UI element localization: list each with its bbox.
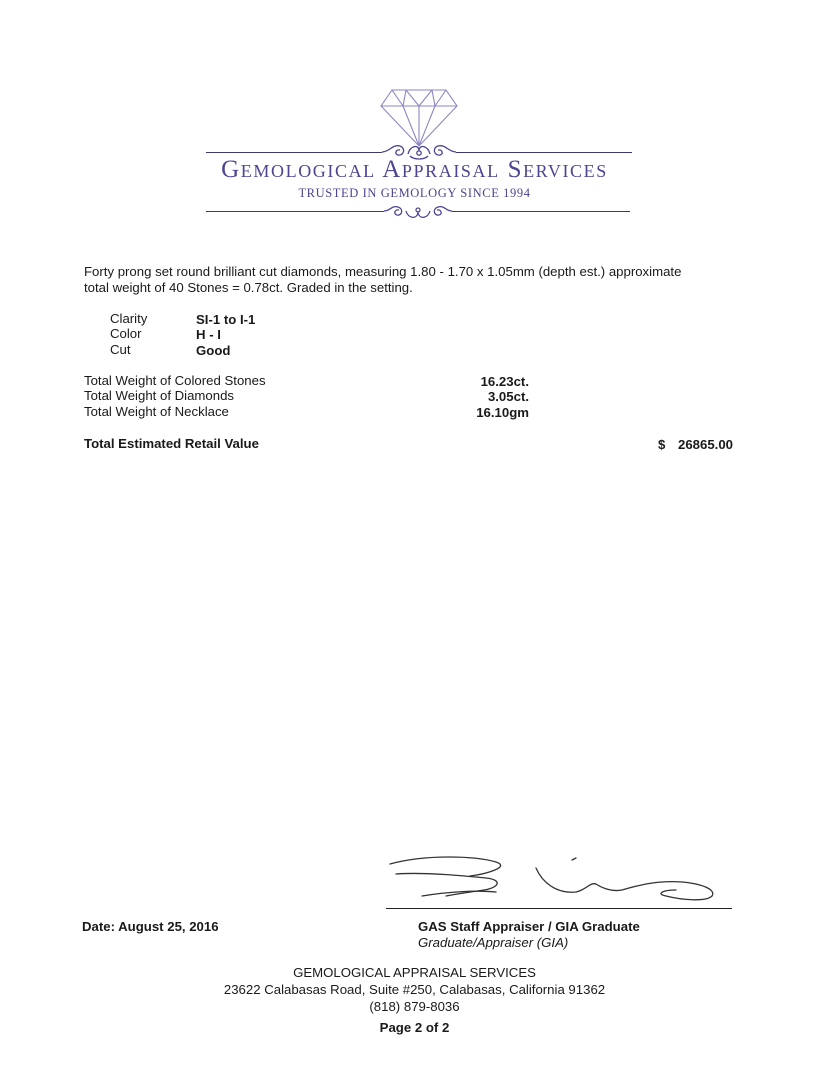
brand-tagline: TRUSTED IN GEMOLOGY SINCE 1994 (298, 186, 531, 200)
appraisal-date: Date: August 25, 2016 (82, 919, 219, 934)
signature-line (386, 908, 732, 909)
colored-stones-weight-value: 16.23ct. (480, 374, 529, 389)
description-line-1: Forty prong set round brilliant cut diamonds, measuring 1.80 - 1.70 x 1.05mm (depth est.) approximate (84, 264, 682, 279)
colored-stones-weight-label: Total Weight of Colored Stones (84, 373, 266, 388)
diamonds-weight-label: Total Weight of Diamonds (84, 388, 235, 403)
necklace-weight-value: 16.10gm (476, 405, 529, 420)
diamond-logo-icon (378, 86, 460, 148)
footer-phone: (818) 879-8036 (369, 999, 460, 1014)
header-rule-bottom-left (206, 211, 384, 212)
color-value: H - I (196, 327, 221, 342)
clarity-value: SI-1 to I-1 (196, 312, 256, 327)
brand-name: Gemological Appraisal Services (221, 156, 608, 183)
footer-address: 23622 Calabasas Road, Suite #250, Calabasas, California 91362 (223, 982, 606, 997)
appraiser-title: GAS Staff Appraiser / GIA Graduate (418, 919, 640, 934)
total-value: 26865.00 (678, 437, 734, 452)
scroll-ornament-icon (382, 201, 454, 223)
total-value-label: Total Estimated Retail Value (84, 436, 259, 451)
diamonds-weight-value: 3.05ct. (487, 389, 529, 404)
item-description (84, 264, 744, 296)
clarity-label: Clarity (110, 311, 148, 326)
header-rule-top-left (206, 152, 382, 153)
appraiser-subtitle: Graduate/Appraiser (GIA) (418, 935, 569, 950)
description-line-2: total weight of 40 Stones = 0.78ct. Graded in the setting. (84, 280, 413, 295)
total-currency: $ (658, 437, 666, 452)
signature-image (386, 852, 726, 910)
necklace-weight-label: Total Weight of Necklace (84, 404, 229, 419)
page-number: Page 2 of 2 (379, 1020, 450, 1035)
header-rule-top-right (456, 152, 632, 153)
footer-company: GEMOLOGICAL APPRAISAL SERVICES (293, 965, 536, 980)
cut-value: Good (196, 343, 231, 358)
color-label: Color (110, 326, 142, 341)
header-rule-bottom-right (452, 211, 630, 212)
cut-label: Cut (110, 342, 131, 357)
